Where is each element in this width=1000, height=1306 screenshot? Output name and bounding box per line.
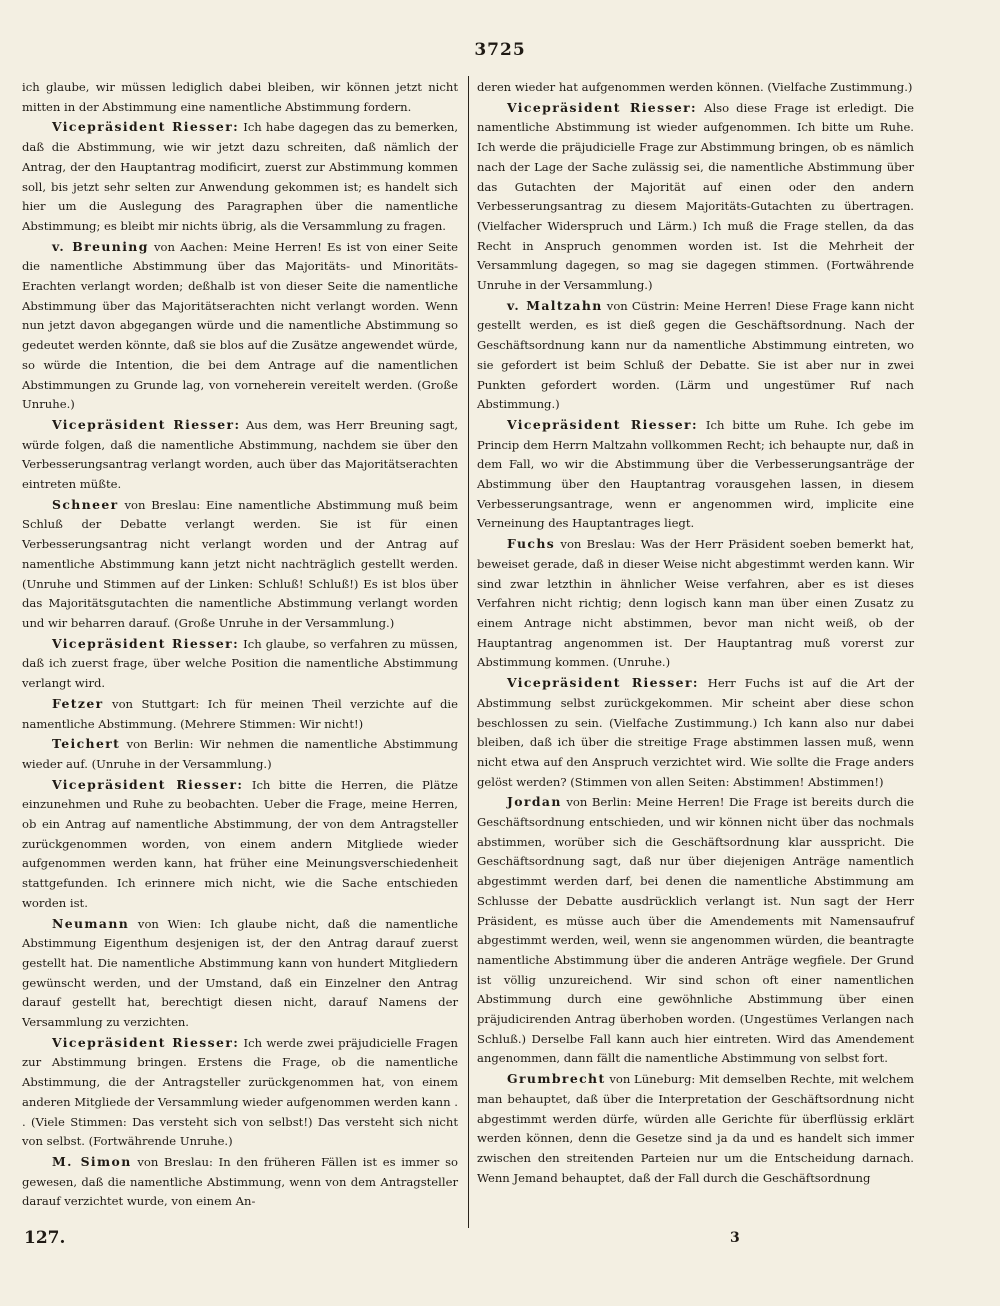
speaker-name: Jordan [507,794,562,810]
speech-paragraph [477,534,914,673]
speech-paragraph [22,634,458,694]
speech-text: von Berlin: Meine Herren! Die Frage ist bereits durch die Geschäftsordnung entschieden, und wir können nicht über das nochmals abstimmen, worüber sich die Geschäftsordnung klar ausspricht. Die Geschäftsordnung sagt, daß nur über diejenigen Anträge namentlich abgestimmt werden darf, bei denen die namentliche Abstimmung am Schlusse der Debatte ausdrücklich verlangt ist. Nun sagt der Herr Präsident, es müsse auch über die Amendements mit Namensaufruf abgestimmt werden, weil, wenn sie angenommen würden, die beantragte namentliche Abstimmung über die anderen Anträge wegfiele. Der Grund ist völlig unzureichend. Wir sind schon oft einer namentlichen Abstimmung durch eine gewöhnliche Abstimmung über einen präjudicirenden Antrag überhoben worden. (Ungestümes Verlangen nach Schluß.) Derselbe Fall kann auch hier eintreten. Wird das Amendement angenommen, dann fällt die namentliche Abstimmung von selbst fort. [477,795,914,1066]
speech-paragraph [22,415,458,495]
speaker-name: Fetzer [52,695,104,711]
speech-text: von Breslau: Was der Herr Präsident soeben bemerkt hat, beweiset gerade, daß in dieser Weise nicht abgestimmt werden kann. Wir sind zwar letzthin in ähnlicher Weise verfahren, aber es ist dieses Verfahren nicht richtig; denn logisch kann man über einen Zusatz zu einem Antrage nicht abstimmen, bevor man nicht weiß, ob der Hauptantrag angenommen ist. Der Hauptantrag muß vorerst zur Abstimmung kommen. (Unruhe.) [477,537,915,670]
speech-paragraph [22,495,458,634]
continued-paragraph [22,78,458,117]
speaker-name: Vicepräsident Riesser: [52,1034,240,1050]
speaker-name: Schneer [52,496,119,512]
continued-paragraph [477,78,914,98]
speaker-name: Vicepräsident Riesser: [507,99,698,115]
speech-text: Also diese Frage ist erledigt. Die namentliche Abstimmung ist wieder aufgenommen. Ich bitte um Ruhe. Ich werde die präjudicielle Frage zur Abstimmung bringen, ob es nämlich nach der Lage der Sache zulässig sei, die namentliche Abstimmung über das Gutachten der Majorität auf einen oder den andern Verbesserungsantrag zu diesem Majoritäts-Gutachten zu übertragen. (Vielfacher Widerspruch und Lärm.) Ich muß die Frage stellen, da das Recht in Anspruch genommen worden ist. Ist die Mehrheit der Versammlung dagegen, so mag sie dagegen stimmen. (Fortwährende Unruhe in der Versammlung.) [477,100,915,293]
speaker-name: M. Simon [52,1153,132,1169]
speech-text: von Lüneburg: Mit demselben Rechte, mit welchem man behauptet, daß über die Interpretation der Geschäftsordnung nicht abgestimmt werden dürfe, würden alle Gerichte für überflüssig erklärt werden können, denn die Gesetze sind ja da und es handelt sich immer zwischen den streitenden Parteien nur um die Entscheidung darnach. Wenn Jemand behauptet, daß der Fall durch die Geschäftsordnung [477,1072,915,1185]
speech-paragraph [477,296,914,415]
speech-paragraph [477,792,914,1069]
speaker-name: Fuchs [507,536,556,552]
page-number: 3725 [474,40,526,60]
speaker-name: Vicepräsident Riesser: [507,416,698,432]
speech-text: Ich glaube, so verfahren zu müssen, daß ich zuerst frage, über welche Position die namentliche Abstimmung verlangt wird. [22,636,458,691]
speech-text: Ich bitte die Herren, die Plätze einzunehmen und Ruhe zu beobachten. Ueber die Frage, meine Herren, ob ein Antrag auf namentliche Abstimmung, der von dem Antragsteller zurückgenommen worden, von einem andern Mitgliede wieder aufgenommen werden kann, hat früher eine Meinungsverschiedenheit stattgefunden. Ich erinnere mich nicht, wie die Sache entschieden worden ist. [22,777,458,910]
speech-text: von Breslau: In den früheren Fällen ist es immer so gewesen, daß die namentliche Abstimmung, wenn von dem Antragsteller darauf verzichtet wurde, von einem An- [22,1154,458,1209]
speech-text: von Berlin: Wir nehmen die namentliche Abstimmung wieder auf. (Unruhe in der Versammlung.) [22,737,458,771]
speech-paragraph [477,98,914,296]
speech-text: Herr Fuchs ist auf die Art der Abstimmung selbst zurückgekommen. Mir scheint aber diese schon beschlossen zu sein. (Vielfache Zustimmung.) Ich kann also nur dabei bleiben, daß ich über die streitige Frage abstimmen lassen muß, wenn nicht etwa auf den Anspruch verzichtet wird. Wie sollte die Frage anders gelöst werden? (Stimmen von allen Seiten: Abstimmen! Abstimmen!) [477,676,915,789]
speech-paragraph [22,694,458,734]
speech-text: von Breslau: Eine namentliche Abstimmung muß beim Schluß der Debatte verlangt werden. Sie ist für einen Verbesserungsantrag nicht verlangt worden und der Antrag auf namentliche Abstimmung kann jetzt nicht nachträglich gestellt werden. (Unruhe und Stimmen auf der Linken: Schluß! Schluß!) Es ist blos über das Majoritätsgutachten die namentliche Abstimmung verlangt worden und wir beharren darauf. (Große Unruhe in der Versammlung.) [22,497,458,630]
speech-paragraph [22,1033,458,1152]
speaker-name: Neumann [52,915,130,931]
speech-paragraph [22,117,458,236]
right-column [477,78,914,1188]
left-column [22,78,458,1212]
speech-paragraph [477,1069,914,1188]
speech-paragraph [22,914,458,1033]
speaker-name: Vicepräsident Riesser: [52,776,244,792]
speaker-name: Vicepräsident Riesser: [52,119,240,135]
speech-text: von Aachen: Meine Herren! Es ist von einer Seite die namentliche Abstimmung über das Majoritäts- und Minoritäts-Erachten verlangt worden; deßhalb ist von dieser Seite die namentliche Abstimmung über das Majoritätserachten nicht verlangt worden. Wenn nun jetzt davon abgegangen würde und die namentliche Abstimmung so gedeutet werden könnte, daß sie blos auf die Zusätze angewendet würde, so würde die Intention, die bei dem Antrage auf die namentlichen Abstimmungen zu Grunde lag, von vorneherein vereitelt werden. (Große Unruhe.) [22,239,459,412]
speech-paragraph [22,775,458,914]
speech-text: von Stuttgart: Ich für meinen Theil verzichte auf die namentliche Abstimmung. (Mehrere Stimmen: Wir nicht!) [22,696,458,731]
speech-text: von Wien: Ich glaube nicht, daß die namentliche Abstimmung Eigenthum desjenigen ist, der den Antrag darauf zuerst gestellt hat. Die namentliche Abstimmung kann von hundert Mitgliedern gewünscht werden, und der Umstand, daß ein Einzelner den Antrag darauf gestellt hat, berechtigt diesen nicht, darauf Namens der Versammlung zu verzichten. [22,916,458,1030]
speaker-name: Vicepräsident Riesser: [52,635,240,651]
sheet-signature-letter: 3 [730,1230,740,1246]
speaker-name: Vicepräsident Riesser: [52,416,241,432]
speech-text: Ich bitte um Ruhe. Ich gebe im Princip dem Herrn Maltzahn vollkommen Recht; ich behaupte nur, daß in dem Fall, wo wir die Abstimmung über die Verbesserungsanträge der Abstimmung über den Hauptantrag vorausgehen lassen, in diesem Verbesserungsantrage, wenn er angenommen wird, implicite eine Verneinung des Hauptantrages liegt. [477,417,915,531]
speech-paragraph [22,734,458,774]
speech-paragraph [477,415,914,534]
speech-paragraph [477,673,914,792]
speech-text: von Cüstrin: Meine Herren! Diese Frage kann nicht gestellt werden, es ist dieß gegen die Geschäftsordnung. Nach der Geschäftsordnung kann nur da namentliche Abstimmung eintreten, wo sie gefordert ist beim Schluß der Debatte. Sie ist aber nur in zwei Punkten gefordert worden. (Lärm und ungestümer Ruf nach Abstimmung.) [477,298,914,412]
speech-text: ich glaube, wir müssen lediglich dabei bleiben, wir können jetzt nicht mitten in der Abstimmung eine namentliche Abstimmung fordern. [22,80,458,114]
speech-paragraph [22,237,458,415]
speech-text: Ich werde zwei präjudicielle Fragen zur Abstimmung bringen. Erstens die Frage, ob die namentliche Abstimmung, die der Antragsteller zurückgenommen hat, von einem anderen Mitgliede der Versammlung wieder aufgenommen werden kann . . (Viele Stimmen: Das versteht sich von selbst!) Das versteht sich nicht von selbst. (Fortwährende Unruhe.) [22,1035,458,1149]
speaker-name: Teichert [52,736,121,752]
column-divider [468,76,469,1228]
speaker-name: Grumbrecht [507,1071,606,1087]
speech-paragraph [22,1152,458,1212]
speech-text: Ich habe dagegen das zu bemerken, daß die Abstimmung, wie wir jetzt dazu schreiten, daß nämlich der Antrag, der den Hauptantrag modificirt, zuerst zur Abstimmung kommen soll, bis jetzt sehr selten zur Anwendung gekommen ist; es handelt sich hier um die Auslegung des Paragraphen über die namentliche Abstimmung; es bleibt mir nichts übrig, als die Versammlung zu fragen. [22,120,459,233]
speaker-name: v. Maltzahn [507,297,603,313]
sheet-signature-number: 127. [24,1228,66,1248]
speaker-name: Vicepräsident Riesser: [507,675,699,691]
speech-text: Aus dem, was Herr Breuning sagt, würde folgen, daß die namentliche Abstimmung, nachdem sie über den Verbesserungsantrag verlangt worden, auch über das Majoritätserachten eintreten müßte. [22,417,458,492]
speech-text: deren wieder hat aufgenommen werden können. (Vielfache Zustimmung.) [477,80,913,94]
speaker-name: v. Breuning [52,238,149,254]
